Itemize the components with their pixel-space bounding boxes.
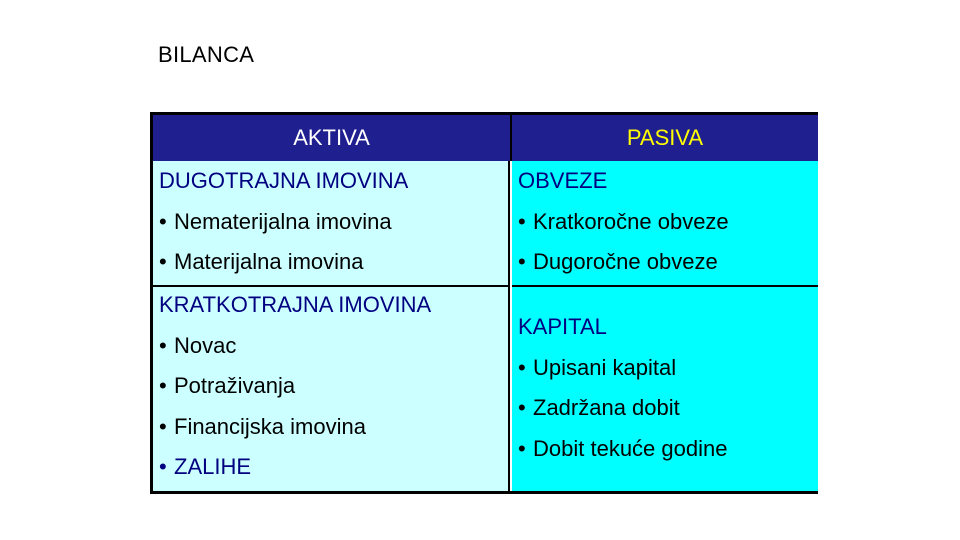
pasiva-column (512, 161, 818, 491)
bullet-icon: • (518, 208, 526, 234)
pasiva-group-capital (518, 307, 727, 469)
aktiva-column (153, 161, 510, 491)
group-heading: DUGOTRAJNA IMOVINA (159, 168, 409, 193)
bullet-icon: • (518, 354, 526, 380)
group-heading: KAPITAL (518, 314, 607, 339)
list-item (159, 407, 431, 448)
list-item-label: Novac (174, 332, 237, 358)
list-item-label: Kratkoročne obveze (533, 208, 729, 234)
row-divider (512, 285, 818, 287)
list-item (159, 366, 431, 407)
aktiva-group-long-term (159, 161, 408, 283)
list-item-label: Nematerijalna imovina (174, 208, 392, 234)
bullet-icon: • (518, 395, 526, 420)
bullet-icon: • (159, 249, 167, 274)
balance-sheet-table (150, 112, 818, 494)
bullet-icon: • (518, 435, 526, 461)
list-item (518, 429, 727, 470)
list-item (159, 326, 431, 367)
list-item (518, 242, 729, 283)
pasiva-group-liabilities (518, 161, 729, 283)
pasiva-header: PASIVA (512, 115, 818, 161)
bullet-icon: • (159, 373, 167, 398)
bullet-icon: • (159, 454, 167, 479)
list-item-label: Potraživanja (174, 373, 296, 398)
list-item-label: Dugoročne obveze (533, 249, 718, 274)
list-item (518, 388, 727, 429)
slide-title: BILANCA (158, 42, 255, 67)
list-item (518, 202, 729, 243)
group-heading: KRATKOTRAJNA IMOVINA (159, 292, 432, 317)
aktiva-group-short-term (159, 285, 431, 488)
bullet-icon: • (159, 208, 167, 234)
list-item-label: Upisani kapital (533, 354, 677, 380)
bullet-icon: • (518, 249, 526, 274)
list-item (159, 202, 408, 243)
list-item-label: Dobit tekuće godine (533, 435, 728, 461)
bullet-icon: • (159, 332, 167, 358)
group-heading: OBVEZE (518, 168, 608, 193)
list-item (518, 348, 727, 389)
list-item-label: Materijalna imovina (174, 249, 364, 274)
list-item-label: Zadržana dobit (533, 395, 680, 420)
list-item-label: ZALIHE (174, 454, 252, 479)
list-item-label: Financijska imovina (174, 413, 366, 439)
aktiva-header: AKTIVA (153, 115, 512, 161)
list-item (159, 242, 408, 283)
bullet-icon: • (159, 413, 167, 439)
list-item (159, 447, 431, 488)
